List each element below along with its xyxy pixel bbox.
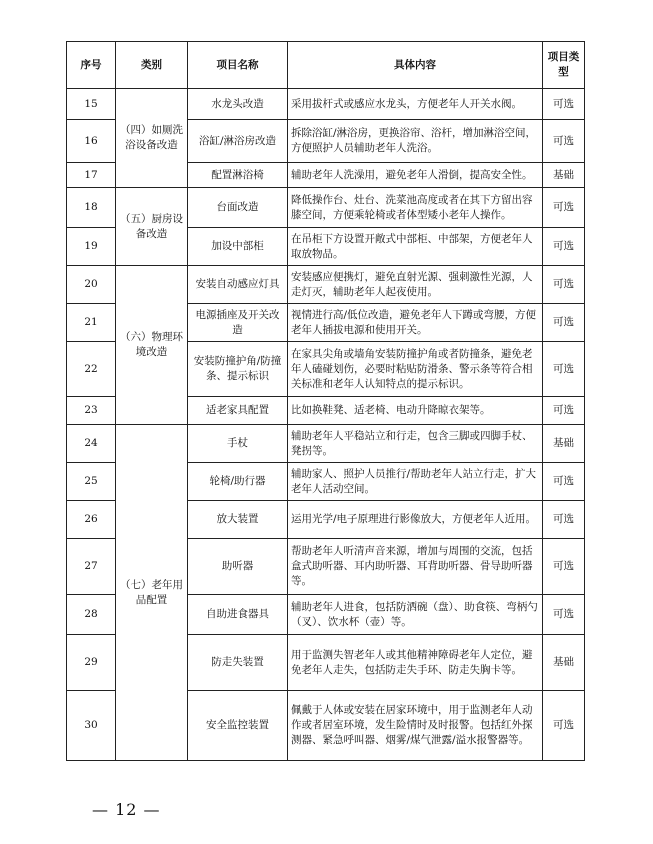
row-name: 适老家具配置 [188, 397, 288, 425]
row-name: 安全监控装置 [188, 691, 288, 761]
row-content: 辅助老年人洗澡用，避免老年人滑倒，提高安全性。 [288, 163, 543, 188]
row-name: 安装防撞护角/防撞条、提示标识 [188, 342, 288, 397]
row-no: 29 [67, 635, 116, 691]
row-type: 可选 [543, 691, 585, 761]
row-content: 在家具尖角或墙角安装防撞护角或者防撞条，避免老年人磕碰划伤，必要时粘贴防滑条、警示条等符合相关标准和老年人认知特点的提示标识。 [288, 342, 543, 397]
row-no: 26 [67, 501, 116, 539]
row-type: 基础 [543, 425, 585, 463]
row-no: 20 [67, 266, 116, 304]
row-type: 可选 [543, 342, 585, 397]
row-name: 助听器 [188, 539, 288, 595]
row-type: 可选 [543, 89, 585, 120]
category-cell: （六）物理环境改造 [116, 266, 188, 425]
category-cell: （五）厨房设备改造 [116, 188, 188, 266]
table-header-row [67, 42, 585, 89]
row-no: 27 [67, 539, 116, 595]
category-cell: （七）老年用品配置 [116, 425, 188, 761]
row-type: 基础 [543, 635, 585, 691]
row-name: 手杖 [188, 425, 288, 463]
row-no: 18 [67, 188, 116, 228]
row-content: 比如换鞋凳、适老椅、电动升降晾衣架等。 [288, 397, 543, 425]
row-content: 运用光学/电子原理进行影像放大，方便老年人近用。 [288, 501, 543, 539]
header-content: 具体内容 [288, 42, 543, 89]
row-no: 24 [67, 425, 116, 463]
header-name: 项目名称 [188, 42, 288, 89]
row-content: 拆除浴缸/淋浴房，更换浴帘、浴杆，增加淋浴空间，方便照护人员辅助老年人洗浴。 [288, 120, 543, 163]
row-type: 可选 [543, 266, 585, 304]
row-no: 21 [67, 304, 116, 342]
row-type: 可选 [543, 595, 585, 635]
row-name: 放大装置 [188, 501, 288, 539]
table-row [67, 89, 585, 120]
row-content: 辅助家人、照护人员推行/帮助老年人站立行走，扩大老年人活动空间。 [288, 463, 543, 501]
row-content: 辅助老年人平稳站立和行走，包含三脚或四脚手杖、凳拐等。 [288, 425, 543, 463]
row-no: 22 [67, 342, 116, 397]
row-content: 佩戴于人体或安装在居家环境中，用于监测老年人动作或者居室环境，发生险情时及时报警。包括红外探测器、紧急呼叫器、烟雾/煤气泄露/溢水报警器等。 [288, 691, 543, 761]
row-content: 降低操作台、灶台、洗菜池高度或者在其下方留出容膝空间，方便乘轮椅或者体型矮小老年人操作。 [288, 188, 543, 228]
row-no: 23 [67, 397, 116, 425]
items-table [66, 41, 585, 761]
row-name: 水龙头改造 [188, 89, 288, 120]
header-type: 项目类型 [543, 42, 585, 89]
row-name: 自助进食器具 [188, 595, 288, 635]
row-content: 用于监测失智老年人或其他精神障碍老年人定位，避免老年人走失，包括防走失手环、防走失胸卡等。 [288, 635, 543, 691]
row-content: 安装感应便携灯，避免直射光源、强刺激性光源，人走灯灭，辅助老年人起夜使用。 [288, 266, 543, 304]
row-type: 可选 [543, 120, 585, 163]
row-content: 辅助老年人进食，包括防洒碗（盘）、助食筷、弯柄勺（叉）、饮水杯（壶）等。 [288, 595, 543, 635]
header-no: 序号 [67, 42, 116, 89]
row-content: 在吊柜下方设置开敞式中部柜、中部架，方便老年人取放物品。 [288, 228, 543, 266]
table-row [67, 188, 585, 228]
row-no: 16 [67, 120, 116, 163]
row-name: 安装自动感应灯具 [188, 266, 288, 304]
row-type: 基础 [543, 163, 585, 188]
row-type: 可选 [543, 228, 585, 266]
category-cell: （四）如厕洗浴设备改造 [116, 89, 188, 188]
table-row [67, 266, 585, 304]
row-name: 电源插座及开关改造 [188, 304, 288, 342]
table-row [67, 425, 585, 463]
row-content: 采用拔杆式或感应水龙头，方便老年人开关水阀。 [288, 89, 543, 120]
header-category: 类别 [116, 42, 188, 89]
row-no: 30 [67, 691, 116, 761]
row-no: 25 [67, 463, 116, 501]
row-type: 可选 [543, 463, 585, 501]
row-no: 28 [67, 595, 116, 635]
row-type: 可选 [543, 188, 585, 228]
row-type: 可选 [543, 501, 585, 539]
row-type: 可选 [543, 397, 585, 425]
row-name: 轮椅/助行器 [188, 463, 288, 501]
row-content: 帮助老年人听清声音来源，增加与周围的交流，包括盒式助听器、耳内助听器、耳背助听器、骨导助听器等。 [288, 539, 543, 595]
row-no: 19 [67, 228, 116, 266]
row-name: 防走失装置 [188, 635, 288, 691]
row-name: 加设中部柜 [188, 228, 288, 266]
row-name: 配置淋浴椅 [188, 163, 288, 188]
row-content: 视情进行高/低位改造，避免老年人下蹲或弯腰，方便老年人插拔电源和使用开关。 [288, 304, 543, 342]
row-no: 17 [67, 163, 116, 188]
page-number: — 12 — [92, 800, 161, 819]
row-name: 台面改造 [188, 188, 288, 228]
row-name: 浴缸/淋浴房改造 [188, 120, 288, 163]
row-no: 15 [67, 89, 116, 120]
row-type: 可选 [543, 539, 585, 595]
row-type: 可选 [543, 304, 585, 342]
